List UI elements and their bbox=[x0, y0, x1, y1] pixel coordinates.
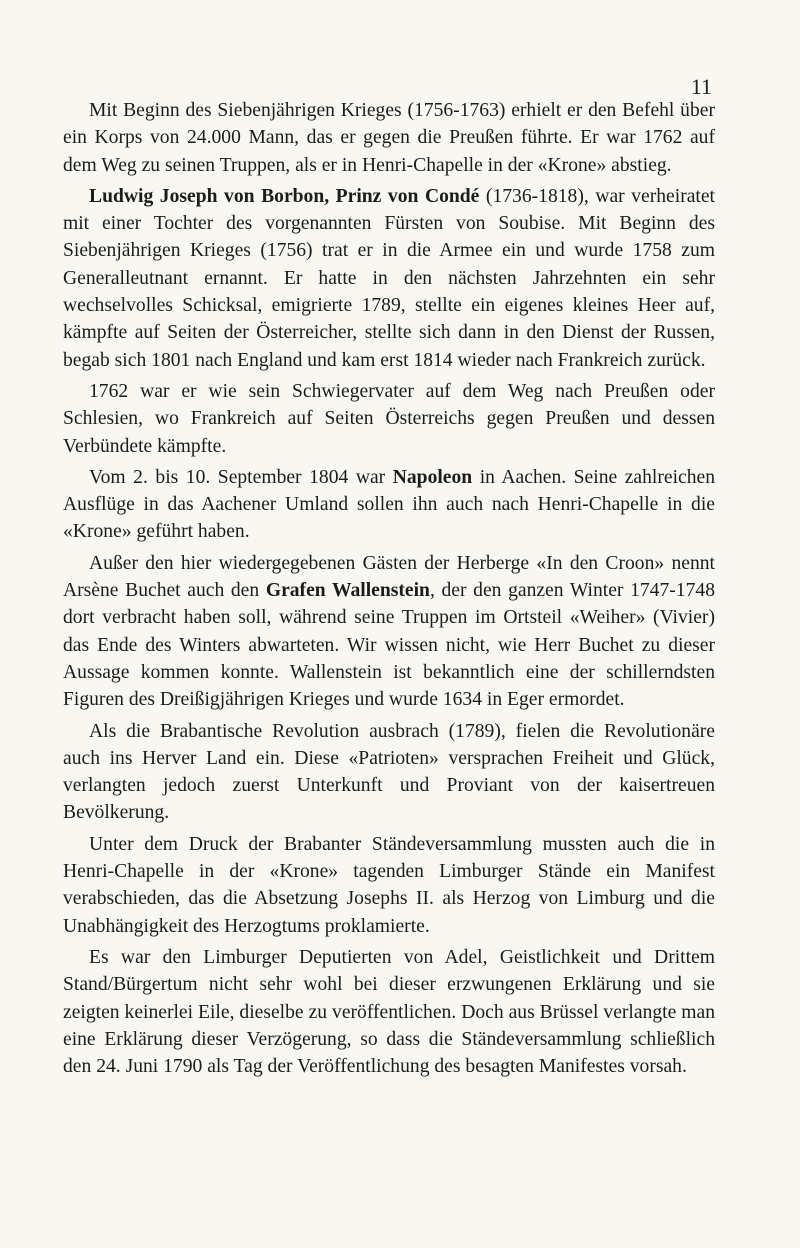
text-run: Es war den Limburger Deputierten von Adel, Geistlichkeit und Drittem Stand/Bürgertum nicht sehr wohl bei dieser erzwungenen Erklärung und sie zeigten keinerlei Eile, dieselbe zu veröffentlichen. Doch aus Brüssel verlangte man eine Erklärung dieser Verzögerung, so dass die Ständeversammlung schließlich den 24. Juni 1790 als Tag der Veröffentlichung des besagten Manifestes vorsah. bbox=[63, 946, 715, 1078]
text-run: 1762 war er wie sein Schwiegervater auf dem Weg nach Preußen oder Schlesien, wo Frankreich auf Seiten Österreichs gegen Preußen und dessen Verbündete kämpfte. bbox=[63, 380, 715, 457]
text-run: in Aachen. Seine zahlreichen Ausflüge in das Aachener Umland sollen ihn auch nach Henri-Chapelle in die «Krone» geführt haben. bbox=[63, 466, 715, 543]
paragraph bbox=[63, 550, 715, 714]
paragraph bbox=[63, 183, 715, 374]
text-run: Vom 2. bis 10. September 1804 war bbox=[89, 466, 393, 488]
text-run: Als die Brabantische Revolution ausbrach (1789), fielen die Revolutionäre auch ins Herver Land ein. Diese «Patrioten» versprachen Freiheit und Glück, verlangten jedoch zuerst Unterkunft und Proviant von der kaisertreuen Bevölkerung. bbox=[63, 720, 715, 824]
paragraph bbox=[63, 831, 715, 940]
text-run: Außer den hier wiedergegebenen Gästen der Herberge «In den Croon» nennt Arsène Buchet auch den bbox=[63, 552, 715, 602]
text-run: (1736-1818), war verheiratet mit einer Tochter des vorgenannten Fürsten von Soubise. Mit Beginn des Siebenjährigen Krieges (1756) trat er in die Armee ein und wurde 1758 zum Generalleutnant ernannt. Er hatte in den nächsten Jahrzehnten ein sehr wechselvolles Schicksal, emigrierte 1789, stellte ein eigenes kleines Heer auf, kämpfte auf Seiten der Österreicher, stellte sich dann in den Dienst der Russen, begab sich 1801 nach England und kam erst 1814 wieder nach Frankreich zurück. bbox=[63, 185, 715, 371]
bold-name: Napoleon bbox=[392, 466, 473, 488]
paragraph bbox=[63, 718, 715, 827]
text-run: , der den ganzen Winter 1747-1748 dort verbracht haben soll, während seine Truppen im Ortsteil «Weiher» (Vivier) das Ende des Winters abwarteten. Wir wissen nicht, wie Herr Buchet zu dieser Aussage kommen konnte. Wallenstein ist bekanntlich eine der schillerndsten Figuren des Dreißigjährigen Krieges und wurde 1634 in Eger ermordet. bbox=[63, 580, 715, 711]
page-number: 11 bbox=[690, 74, 712, 99]
text-run: Mit Beginn des Siebenjährigen Krieges (1756-1763) erhielt er den Befehl über ein Korps von 24.000 Mann, das er gegen die Preußen führte. Er war 1762 auf dem Weg zu seinen Truppen, als er in Henri-Chapelle in der «Krone» abstieg. bbox=[63, 100, 715, 176]
paragraph bbox=[63, 944, 715, 1080]
bold-name: Ludwig Joseph von Borbon, Prinz von Condé bbox=[89, 185, 480, 207]
paragraph bbox=[63, 97, 715, 179]
body-text bbox=[63, 97, 715, 1084]
text-run: Unter dem Druck der Brabanter Ständeversammlung mussten auch die in Henri-Chapelle in der «Krone» tagenden Limburger Stände ein Manifest verabschieden, das die Absetzung Josephs II. als Herzog von Limburg und die Unabhängigkeit des Herzogtums proklamierte. bbox=[63, 833, 715, 937]
bold-name: Grafen Wallenstein bbox=[265, 580, 430, 602]
paragraph bbox=[63, 378, 715, 460]
paragraph bbox=[63, 464, 715, 546]
